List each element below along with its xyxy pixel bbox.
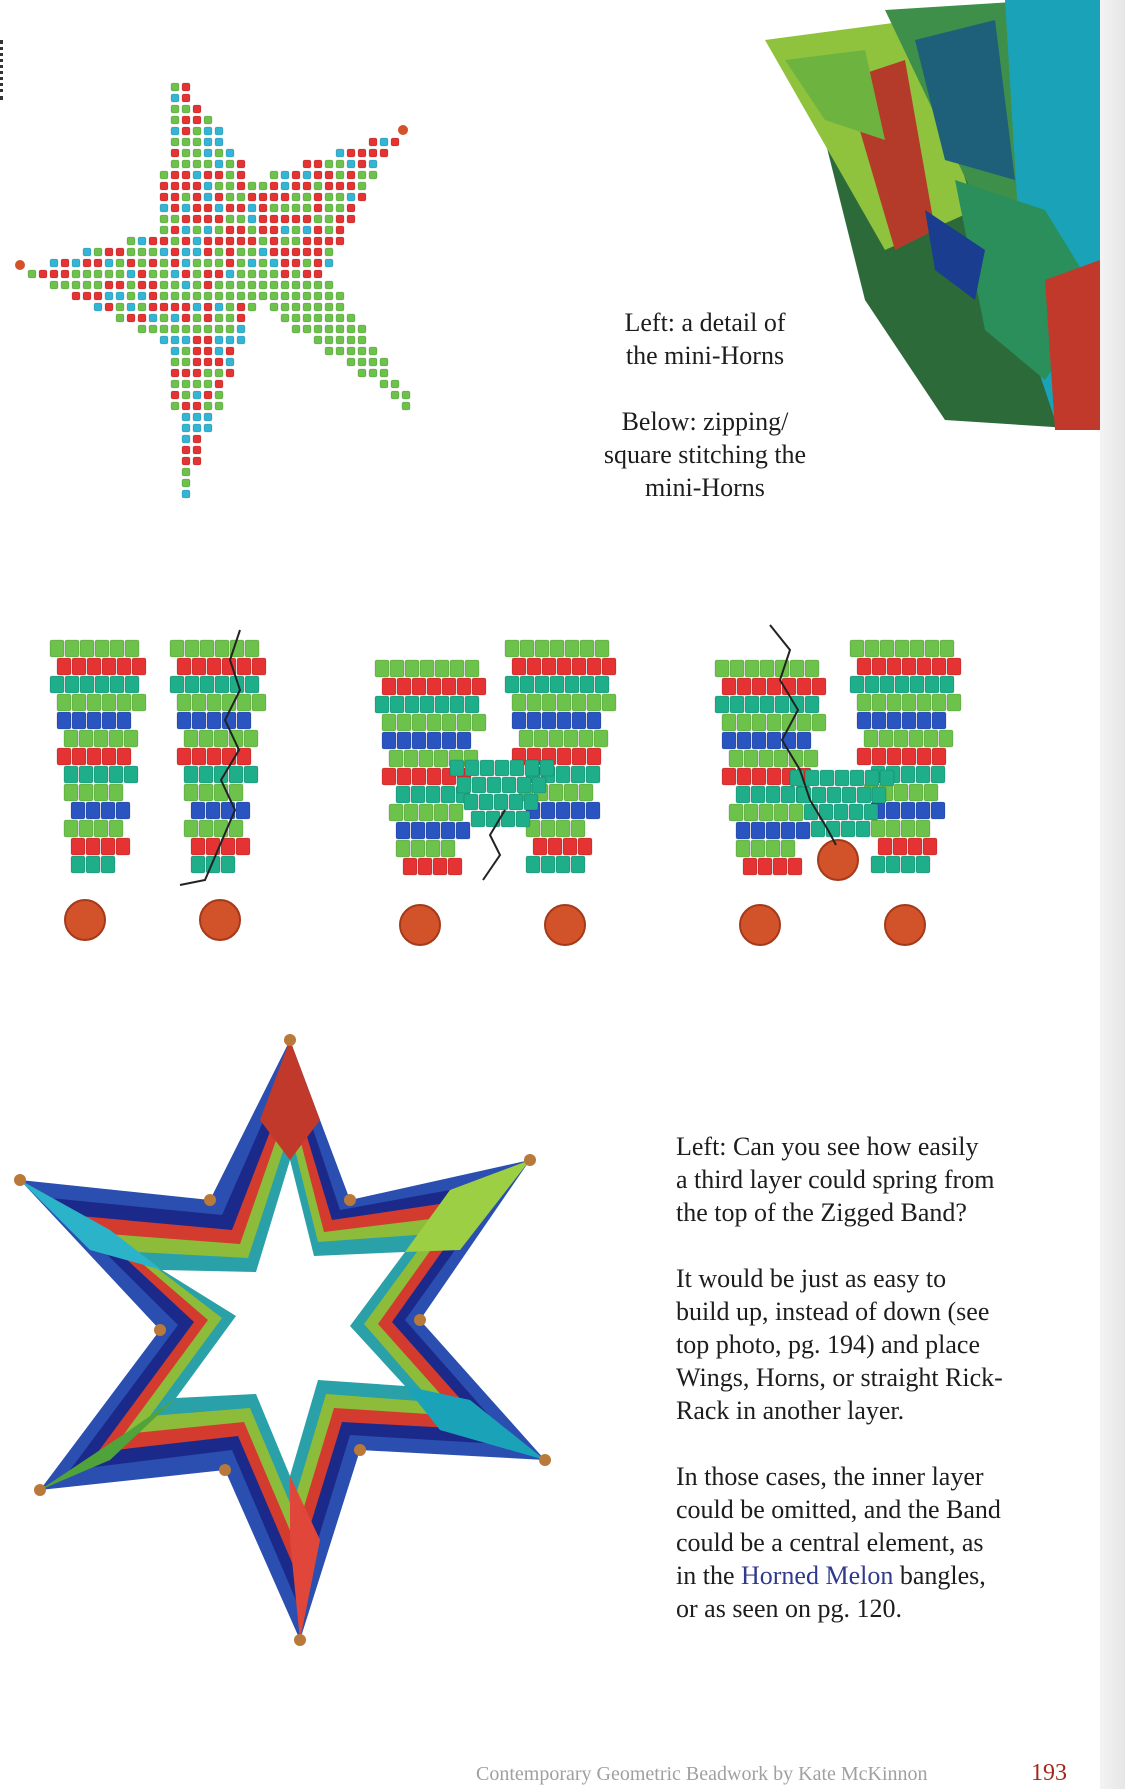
caption-line: bangles, <box>893 1561 986 1590</box>
binding-edge <box>0 40 8 100</box>
caption-line: the top of the Zigged Band? <box>676 1198 967 1227</box>
caption-line: in the <box>676 1561 741 1590</box>
caption-line: the mini-Horns <box>625 341 785 370</box>
caption-line: In those cases, the inner layer <box>676 1462 984 1491</box>
footer-credit: Contemporary Geometric Beadwork by Kate McKinnon <box>476 1763 928 1785</box>
caption-line: or as seen on pg. 120. <box>676 1594 903 1623</box>
caption-line: top photo, pg. 194) and place <box>676 1330 980 1359</box>
page-number: 193 <box>1031 1760 1067 1786</box>
caption-line: It would be just as easy to <box>676 1264 947 1293</box>
caption-line: a third layer could spring from <box>676 1165 995 1194</box>
caption-line: square stitching the <box>603 440 807 469</box>
caption-line: Wings, Horns, or straight Rick- <box>676 1363 1003 1392</box>
zipping-diagram-3 <box>710 620 980 950</box>
bottom-caption <box>676 1130 1046 1658</box>
page-edge-shadow <box>1100 0 1125 1789</box>
caption-line: Left: a detail of <box>624 308 786 337</box>
caption-line: could be omitted, and the Band <box>676 1495 1001 1524</box>
caption-line: build up, instead of down (see <box>676 1297 990 1326</box>
caption-line: could be a central element, as <box>676 1528 984 1557</box>
zipping-diagram-1 <box>25 620 285 950</box>
zipping-diagram-2 <box>365 620 635 950</box>
top-caption <box>560 306 850 537</box>
caption-line: Below: zipping/ <box>621 407 789 436</box>
caption-line: Rack in another layer. <box>676 1396 905 1425</box>
mini-horn-bead-diagram <box>15 70 495 570</box>
caption-line: Left: Can you see how easily <box>676 1132 979 1161</box>
horned-melon-link[interactable]: Horned Melon <box>741 1561 894 1590</box>
caption-line: mini-Horns <box>645 473 765 502</box>
zigged-band-bangle-photo <box>0 1020 580 1660</box>
